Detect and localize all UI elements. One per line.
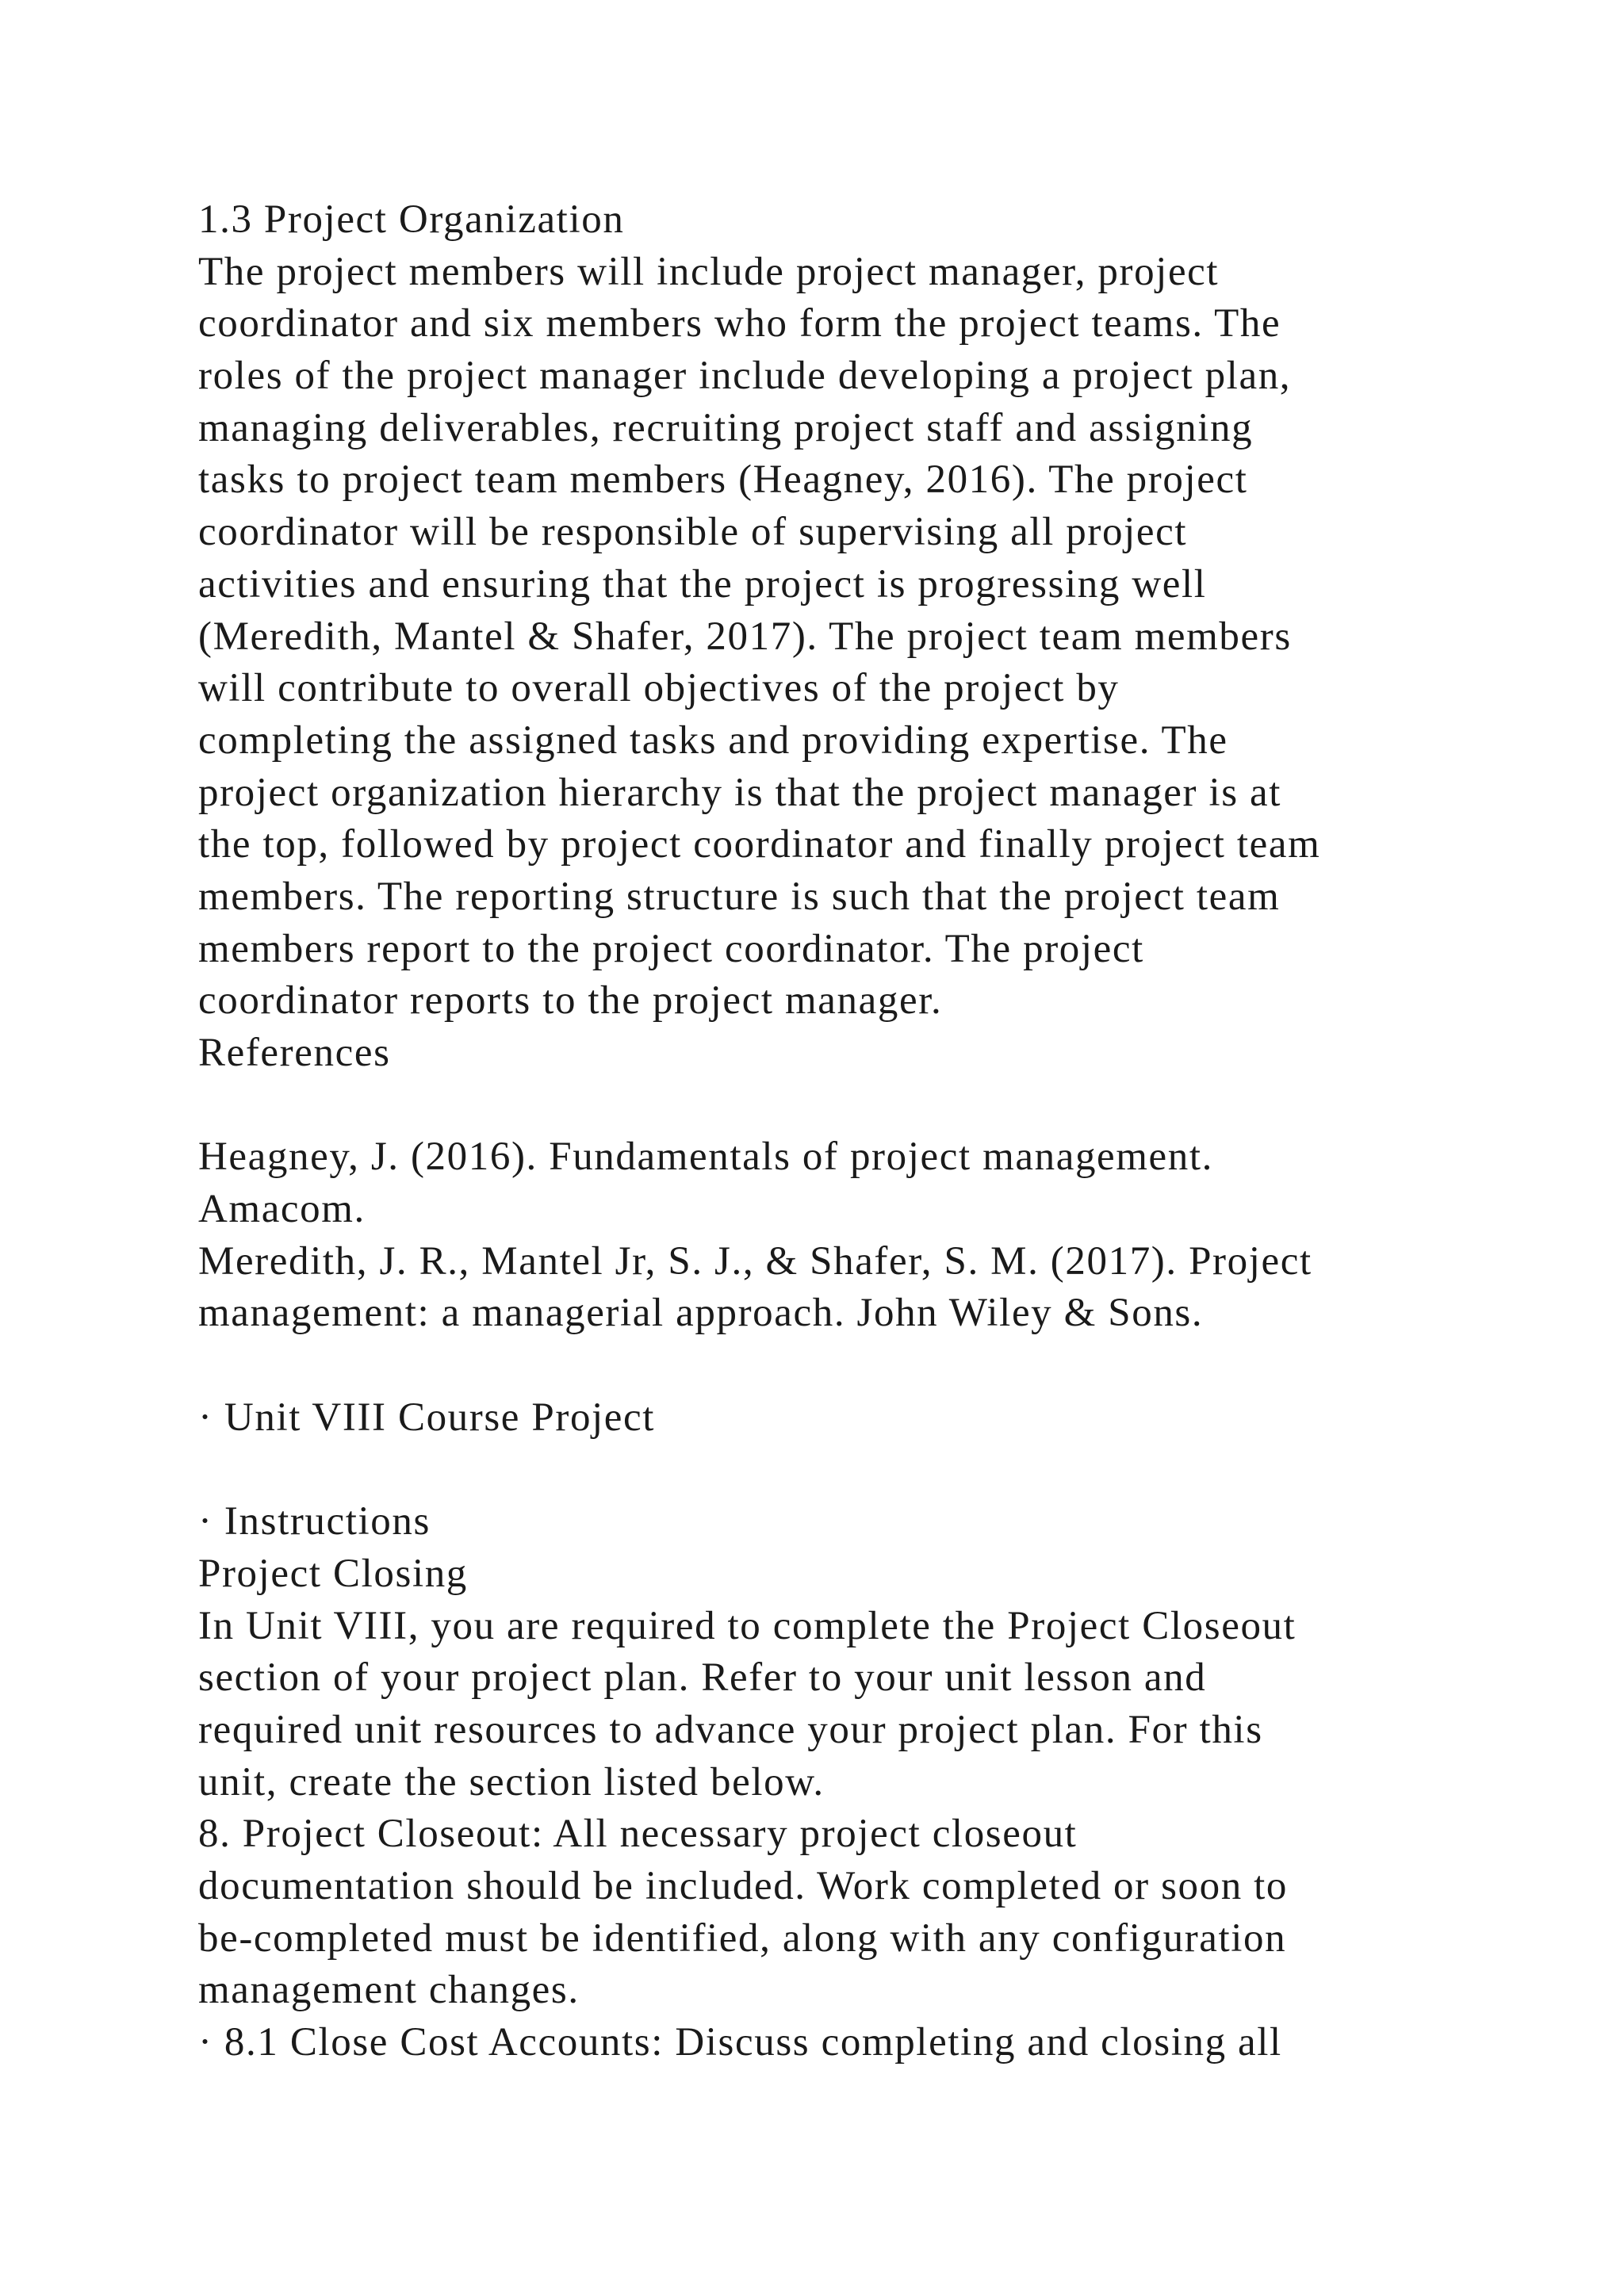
paragraph-line: (Meredith, Mantel & Shafer, 2017). The project team members	[198, 614, 1292, 659]
paragraph-line: section of your project plan. Refer to your unit lesson and	[198, 1655, 1207, 1701]
paragraph-line: documentation should be included. Work completed or soon to	[198, 1864, 1289, 1908]
blank-line	[198, 1445, 1530, 1497]
paragraph-line: roles of the project manager include developing a project plan,	[198, 354, 1292, 399]
paragraph-line: managing deliverables, recruiting project staff and assigning	[198, 405, 1254, 450]
paragraph-line: the top, followed by project coordinator and finally project team	[198, 822, 1321, 867]
paragraph-line: coordinator will be responsible of supervising all project	[198, 510, 1188, 555]
paragraph-line: tasks to project team members (Heagney, 2016). The project	[198, 457, 1248, 503]
paragraph-line: project organization hierarchy is that the project manager is at	[198, 770, 1282, 815]
reference-entry-line: Heagney, J. (2016). Fundamentals of project management.	[198, 1135, 1213, 1180]
project-closing-heading: Project Closing	[198, 1551, 468, 1596]
paragraph-line: 8. Project Closeout: All necessary project closeout	[198, 1812, 1078, 1857]
paragraph-line: In Unit VIII, you are required to complete the Project Closeout	[198, 1603, 1297, 1648]
paragraph-line: completing the assigned tasks and providing expertise. The	[198, 718, 1228, 763]
bullet-line: · 8.1 Close Cost Accounts: Discuss completing and closing all	[198, 2020, 1282, 2065]
instructions-heading: · Instructions	[198, 1499, 431, 1544]
document-body	[198, 194, 1530, 2069]
paragraph-line: coordinator reports to the project manager.	[198, 978, 943, 1024]
paragraph-line: members report to the project coordinator. The project	[198, 926, 1144, 971]
paragraph-line: The project members will include project manager, project	[198, 249, 1220, 294]
reference-entry-line: management: a managerial approach. John Wiley & Sons.	[198, 1291, 1204, 1336]
paragraph-line: will contribute to overall objectives of the project by	[198, 666, 1120, 711]
paragraph-line: unit, create the section listed below.	[198, 1759, 825, 1804]
paragraph-line: management changes.	[198, 1968, 580, 2013]
paragraph-line: be-completed must be identified, along with any configuration	[198, 1915, 1287, 1961]
paragraph-line: members. The reporting structure is such that the project team	[198, 874, 1281, 919]
section-heading-project-organization: 1.3 Project Organization	[198, 197, 625, 242]
reference-entry-line: Amacom.	[198, 1187, 366, 1232]
references-heading: References	[198, 1031, 391, 1075]
blank-line	[198, 1080, 1530, 1132]
unit-heading: · Unit VIII Course Project	[198, 1395, 656, 1440]
paragraph-line: activities and ensuring that the project is progressing well	[198, 561, 1207, 607]
paragraph-line: coordinator and six members who form the project teams. The	[198, 301, 1281, 346]
reference-entry-line: Meredith, J. R., Mantel Jr, S. J., & Shafer, S. M. (2017). Project	[198, 1238, 1312, 1284]
blank-line	[198, 1340, 1530, 1392]
paragraph-line: required unit resources to advance your project plan. For this	[198, 1707, 1263, 1752]
